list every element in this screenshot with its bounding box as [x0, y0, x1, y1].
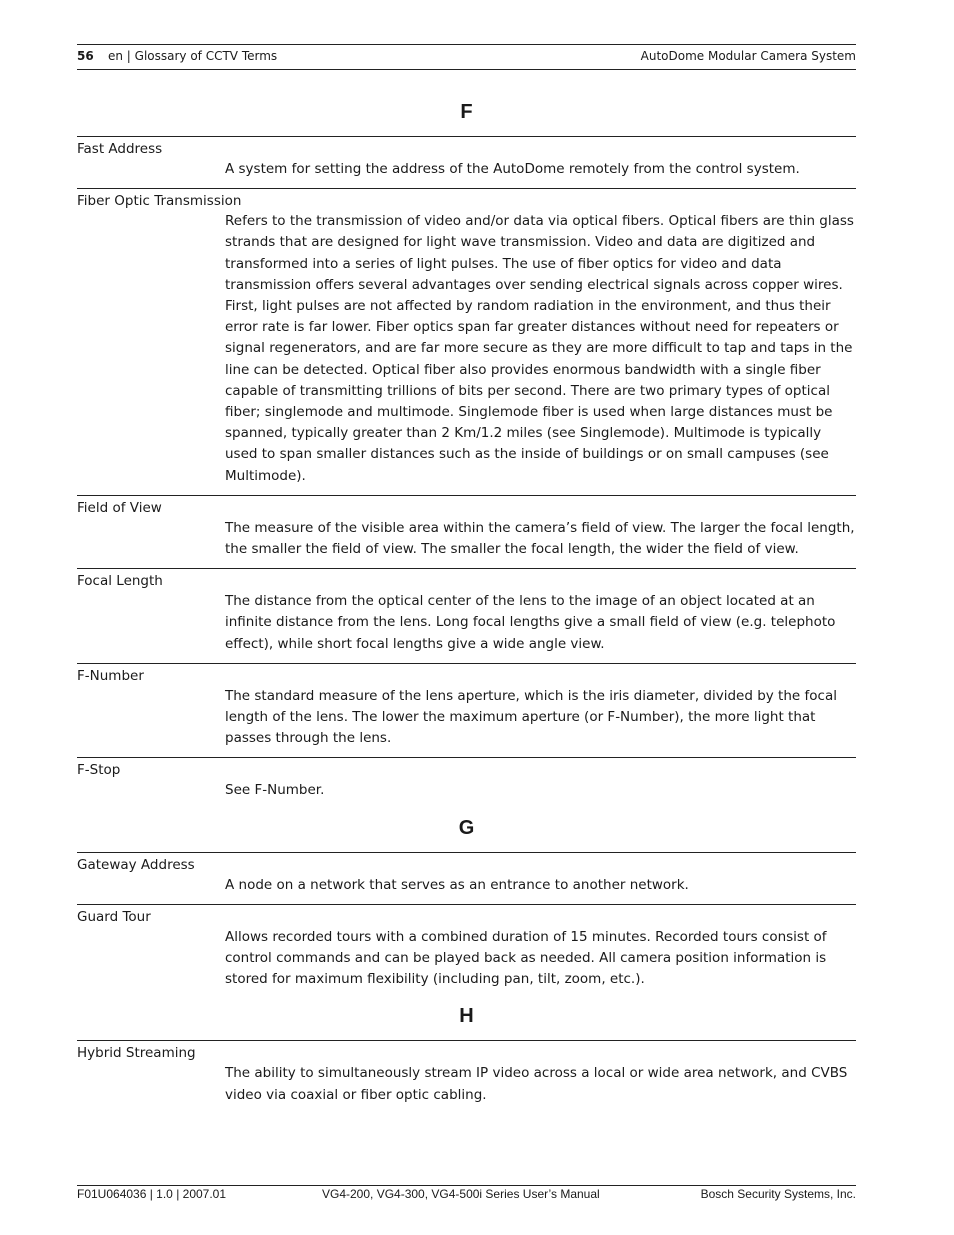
glossary-definition: The distance from the optical center of the lens to the image of an object located at an infinite distance from the lens. Long focal lengths give a small field of view (e.g. telephoto effect), while short focal lengths give a wide angle view.	[225, 593, 836, 652]
page-header	[77, 44, 856, 70]
glossary-entry	[77, 1040, 856, 1113]
glossary-entry	[77, 495, 856, 568]
glossary-term: Fiber Optic Transmission	[77, 193, 242, 210]
glossary-term: Fast Address	[77, 141, 163, 157]
glossary-definition: The standard measure of the lens aperture, which is the iris diameter, divided by the focal length of the lens. The lower the maximum aperture (or F-Number), the more light that passes through the lens.	[225, 687, 837, 747]
section-letter-f: F	[460, 101, 473, 123]
glossary-entry	[77, 852, 856, 904]
glossary-definition: A system for setting the address of the AutoDome remotely from the control system.	[225, 161, 800, 177]
document-title: AutoDome Modular Camera System	[640, 49, 856, 63]
glossary-entry	[77, 663, 856, 758]
glossary-definition: See F-Number.	[225, 782, 325, 799]
glossary-entry	[77, 757, 856, 809]
glossary-definition: Allows recorded tours with a combined duration of 15 minutes. Recorded tours consist of control commands and can be played back as needed. All camera position information is stored for maximum flexibility (including pan, tilt, zoom, etc.).	[225, 928, 827, 988]
section-letter-g: G	[458, 816, 475, 839]
footer-doc-id: F01U064036 | 1.0 | 2007.01	[77, 1187, 227, 1201]
glossary-definition: Refers to the transmission of video and/or data via optical fibers. Optical fibers are thin glass strands that are designed for light wave transmission. Video and data are digitized and transformed into a series of light pulses. The use of fiber optics for video and data transmission offers several advantages over sending electrical signals across copper wires. First, light pulses are not affected by random radiation in the environment, and thus their error rate is far lower. Fiber optics span far greater distances without need for repeaters or signal regenerators, and are far more secure as they are more difficult to tap and taps in the line can be detected. Optical fiber also provides enormous bandwidth with a single fiber capable of transmitting trillions of bits per second. There are two primary types of optical fiber; singlemode and multimode. Singlemode fiber is used when large distances must be spanned, typically greater than 2 Km/1.2 miles (see Singlemode). Multimode is typically used to span smaller distances such as the inside of buildings or on small campuses (see Multimode).	[225, 213, 854, 484]
page-number: 56	[77, 49, 94, 63]
section-title: en | Glossary of CCTV Terms	[108, 49, 278, 63]
glossary-term: Focal Length	[77, 573, 163, 590]
glossary-definition: The ability to simultaneously stream IP video across a local or wide area network, and CVBS video via coaxial or fiber optic cabling.	[225, 1065, 848, 1103]
page	[77, 0, 856, 1235]
glossary-entry	[77, 188, 856, 495]
footer-manual-title: VG4-200, VG4-300, VG4-500i Series User’s Manual	[322, 1187, 600, 1201]
glossary-entry	[77, 136, 856, 188]
glossary-term: Hybrid Streaming	[77, 1045, 196, 1062]
footer-company: Bosch Security Systems, Inc.	[700, 1187, 856, 1201]
glossary-term: F-Stop	[77, 762, 121, 779]
glossary-content	[77, 96, 856, 1114]
glossary-term: Guard Tour	[77, 908, 151, 925]
glossary-definition: The measure of the visible area within the camera’s field of view. The larger the focal length, the smaller the field of view. The smaller the focal length, the wider the field of view.	[225, 519, 855, 558]
glossary-term: Gateway Address	[77, 856, 195, 873]
glossary-entry	[77, 904, 856, 999]
glossary-definition: A node on a network that serves as an entrance to another network.	[225, 876, 689, 893]
glossary-entry	[77, 568, 856, 663]
page-footer	[77, 1185, 856, 1207]
glossary-term: F-Number	[77, 667, 144, 684]
section-letter-h: H	[459, 1005, 474, 1028]
glossary-term: Field of View	[77, 499, 162, 516]
